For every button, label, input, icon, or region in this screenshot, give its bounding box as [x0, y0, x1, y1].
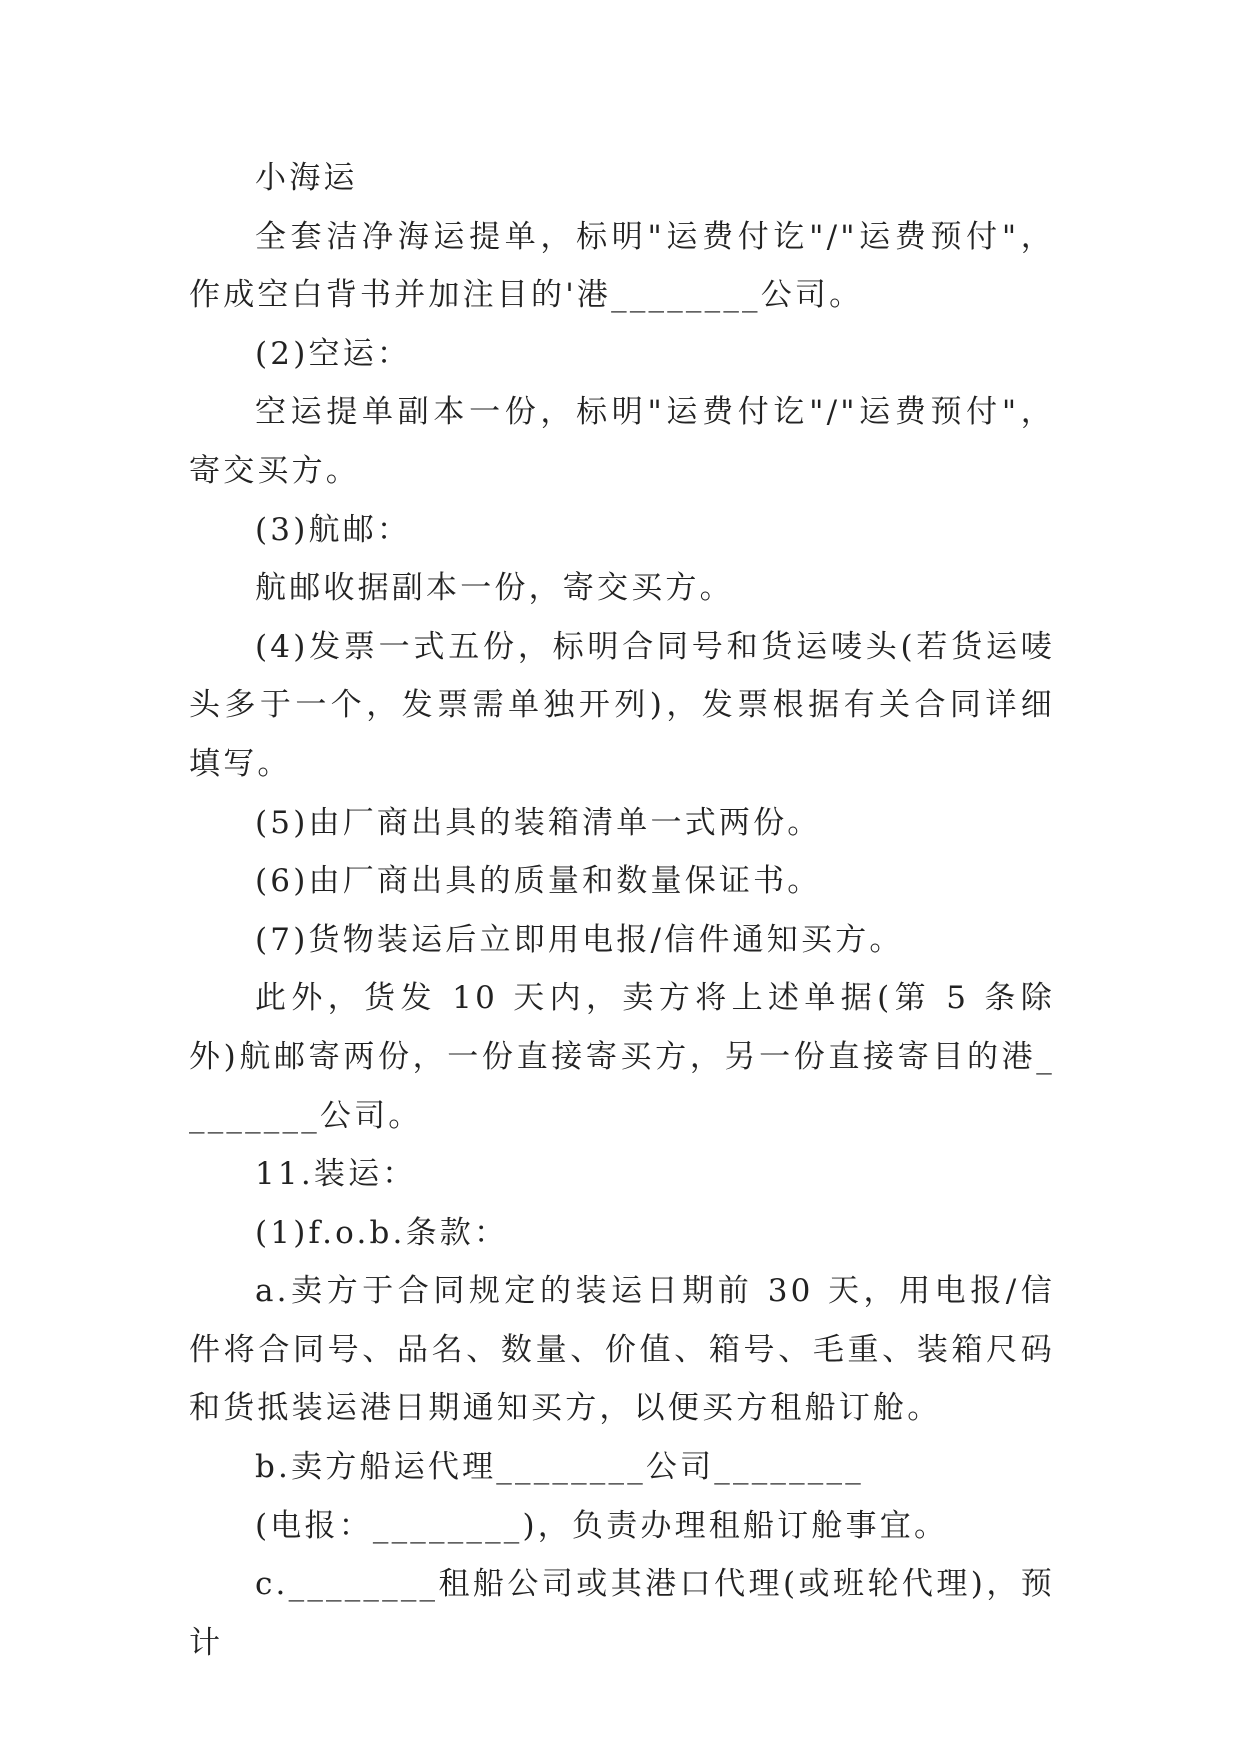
paragraph-bill-of-lading: 全套洁净海运提单，标明"运费付讫"/"运费预付"，作成空白背书并加注目的'港________公司。	[189, 218, 1055, 314]
paragraph-fob-terms-heading: (1)f.o.b.条款：	[255, 1214, 509, 1251]
paragraph-clause-a: a.卖方于合同规定的装运日期前 30 天，用电报/信件将合同号、品名、数量、价值、箱号、毛重、装箱尺码和货抵装运港日期通知买方，以便买方租船订舱。	[189, 1273, 1055, 1427]
paragraph-air-waybill: 空运提单副本一份，标明"运费付讫"/"运费预付"，寄交买方。	[189, 394, 1055, 489]
paragraph-shipment-notice: (7)货物装运后立即用电报/信件通知买方。	[255, 921, 904, 958]
document-body	[189, 149, 1055, 1672]
paragraph-invoice: (4)发票一式五份，标明合同号和货运唛头(若货运唛头多于一个，发票需单独开列)，发票根据有关合同详细填写。	[189, 628, 1055, 782]
paragraph-air-mail-heading: (3)航邮：	[255, 511, 412, 548]
paragraph-clause-c: c.________租船公司或其港口代理(或班轮代理)，预计	[189, 1566, 1055, 1661]
paragraph-air-mail-receipt: 航邮收据副本一份，寄交买方。	[255, 570, 734, 607]
paragraph-clause-b-telegram: (电报：________)，负责办理租船订舱事宜。	[255, 1507, 949, 1544]
paragraph-air-freight-heading: (2)空运：	[255, 335, 412, 372]
paragraph-section-11-heading: 11.装运：	[255, 1156, 417, 1193]
paragraph-small-sea-freight: 小海运	[255, 160, 358, 196]
paragraph-packing-list: (5)由厂商出具的装箱清单一式两份。	[255, 804, 822, 841]
paragraph-clause-b: b.卖方船运代理________公司________	[255, 1449, 864, 1486]
paragraph-documents-mailing: 此外，货发 10 天内，卖方将上述单据(第 5 条除外)航邮寄两份，一份直接寄买方，另一份直接寄目的港________公司。	[189, 980, 1055, 1134]
paragraph-quality-certificate: (6)由厂商出具的质量和数量保证书。	[255, 863, 822, 900]
